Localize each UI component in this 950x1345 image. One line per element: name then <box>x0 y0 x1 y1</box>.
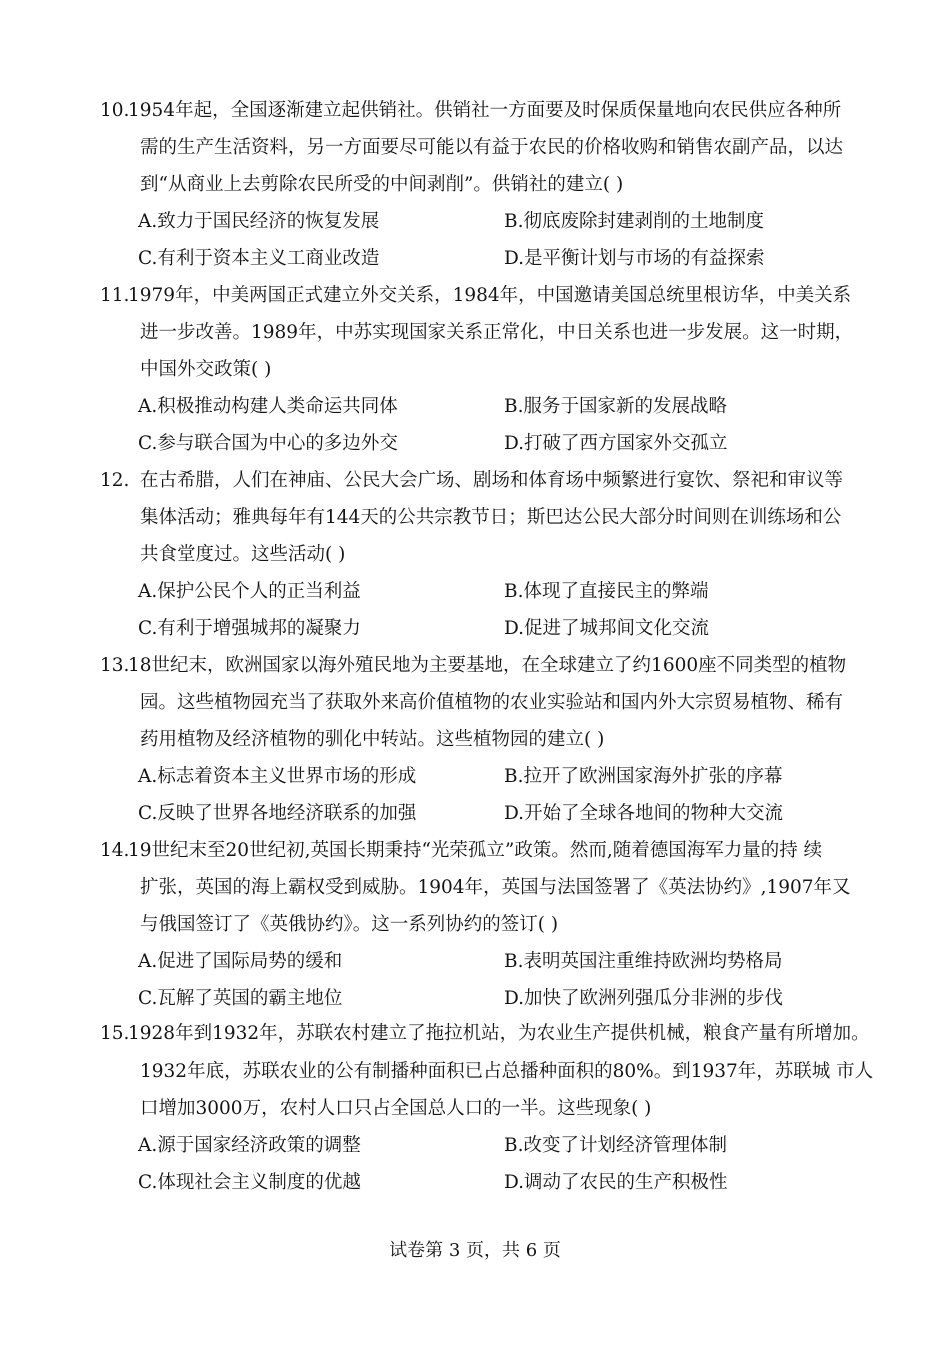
option-c: C.反映了世界各地经济联系的加强 <box>138 803 417 824</box>
question-stem-line: 园。这些植物园充当了获取外来高价值植物的农业实验站和国内外大宗贸易植物、稀有 <box>140 692 844 713</box>
question-stem-line: 1932年底，苏联农业的公有制播种面积已占总播种面积的80%。到1937年，苏联城 市人 <box>140 1061 874 1082</box>
option-c: C.参与联合国为中心的多边外交 <box>138 433 398 454</box>
option-b: B.改变了计划经济管理体制 <box>504 1135 727 1156</box>
question-stem-line: 到“从商业上去剪除农民所受的中间剥削”。供销社的建立( ) <box>140 174 624 195</box>
option-a: A.致力于国民经济的恢复发展 <box>138 211 380 232</box>
option-a: A.积极推动构建人类命运共同体 <box>138 396 398 417</box>
option-c: C.体现社会主义制度的优越 <box>138 1172 361 1193</box>
option-b: B.表明英国注重维持欧洲均势格局 <box>504 951 783 972</box>
option-c: C.有利于增强城邦的凝聚力 <box>138 618 361 639</box>
option-a: A.促进了国际局势的缓和 <box>138 951 343 972</box>
question-stem-line: 需的生产生活资料，另一方面要尽可能以有益于农民的价格收购和销售农副产品，以达 <box>140 137 844 158</box>
question-number: 11. <box>100 285 130 306</box>
question-stem-line: 扩张，英国的海上霸权受到威胁。1904年，英国与法国签署了《英法协约》,1907年又 <box>140 877 851 898</box>
question-stem-line: 共食堂度过。这些活动( ) <box>140 544 346 565</box>
option-b: B.体现了直接民主的弊端 <box>504 581 709 602</box>
question-stem-line: 与俄国签订了《英俄协约》。这一系列协约的签订( ) <box>140 914 559 935</box>
question-number: 14. <box>100 840 130 861</box>
option-a: A.保护公民个人的正当利益 <box>138 581 361 602</box>
option-d: D.调动了农民的生产积极性 <box>504 1172 728 1193</box>
question-stem-line: 19世纪末至20世纪初,英国长期秉持“光荣孤立”政策。然而,随着德国海军力量的持 续 <box>128 840 823 861</box>
question-stem-line: 在古希腊，人们在神庙、公民大会广场、剧场和体育场中频繁进行宴饮、祭祀和审议等 <box>140 470 844 491</box>
question-number: 15. <box>100 1023 130 1044</box>
question-number: 10. <box>100 100 130 121</box>
option-d: D.促进了城邦间文化交流 <box>504 618 710 639</box>
question-stem-line: 1954年起，全国逐渐建立起供销社。供销社一方面要及时保质保量地向农民供应各种所 <box>128 100 842 121</box>
question-stem-line: 1928年到1932年，苏联农村建立了拖拉机站，为农业生产提供机械，粮食产量有所增加。 <box>128 1023 870 1044</box>
option-b: B.服务于国家新的发展战略 <box>504 396 727 417</box>
option-c: C.有利于资本主义工商业改造 <box>138 248 380 269</box>
question-stem-line: 中国外交政策( ) <box>140 359 272 380</box>
option-b: B.拉开了欧洲国家海外扩张的序幕 <box>504 766 783 787</box>
question-stem-line: 1979年，中美两国正式建立外交关系，1984年，中国邀请美国总统里根访华，中美关系 <box>128 285 852 306</box>
page-footer: 试卷第 3 页，共 6 页 <box>389 1240 561 1261</box>
option-a: A.源于国家经济政策的调整 <box>138 1135 361 1156</box>
option-b: B.彻底废除封建剥削的土地制度 <box>504 211 764 232</box>
question-stem-line: 进一步改善。1989年，中苏实现国家关系正常化，中日关系也进一步发展。这一时期， <box>140 322 854 343</box>
option-d: D.开始了全球各地间的物种大交流 <box>504 803 784 824</box>
option-d: D.加快了欧洲列强瓜分非洲的步伐 <box>504 988 784 1009</box>
option-c: C.瓦解了英国的霸主地位 <box>138 988 343 1009</box>
option-d: D.打破了西方国家外交孤立 <box>504 433 728 454</box>
question-number: 12. <box>100 470 130 491</box>
question-number: 13. <box>100 655 130 676</box>
option-d: D.是平衡计划与市场的有益探索 <box>504 248 765 269</box>
option-a: A.标志着资本主义世界市场的形成 <box>138 766 417 787</box>
question-stem-line: 18世纪末，欧洲国家以海外殖民地为主要基地，在全球建立了约1600座不同类型的植物 <box>128 655 847 676</box>
question-stem-line: 药用植物及经济植物的驯化中转站。这些植物园的建立( ) <box>140 729 605 750</box>
question-stem-line: 集体活动；雅典每年有144天的公共宗教节日；斯巴达公民大部分时间则在训练场和公 <box>140 507 842 528</box>
question-stem-line: 口增加3000万，农村人口只占全国总人口的一半。这些现象( ) <box>140 1098 652 1119</box>
